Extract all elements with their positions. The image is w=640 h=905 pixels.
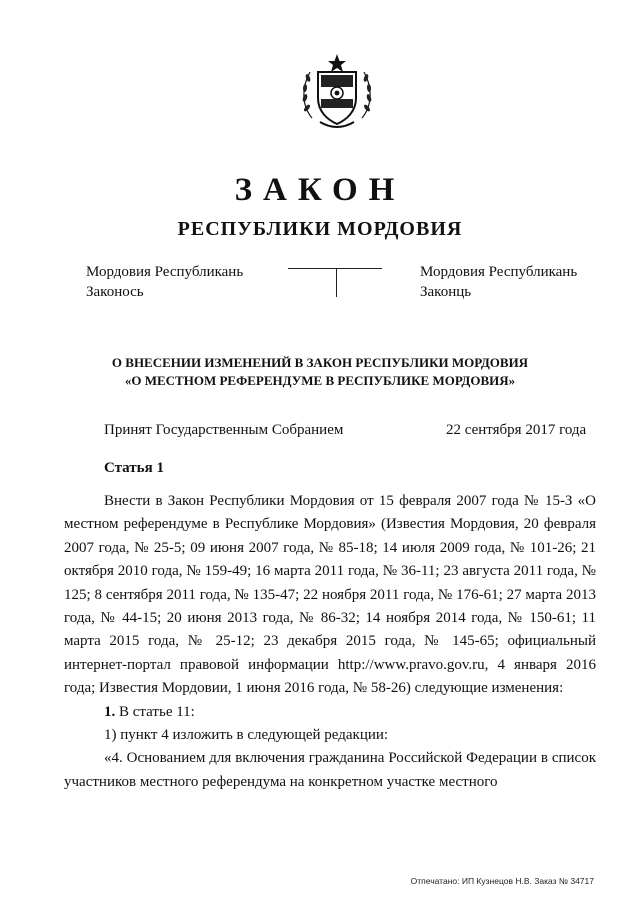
article-quote: «4. Основанием для включения гражданина Российской Федерации в список участников местного референдума на конкретном участке местного (64, 750, 596, 790)
article-paragraph-main: Внести в Закон Республики Мордовия от 15 февраля 2007 года № 15-З «О местном референдуме в Республике Мордовия» (Известия Мордовия, 20 февраля 2007 года, № 25-5; 09 июня 2007 года, № 85-18; 14 июля 2009 года, № 101-26; 21 октября 2010 года, № 159-49; 16 марта 2011 года, № 36-11; 23 августа 2011 года, № 125; 8 сентября 2011 года, № 135-47; 22 ноября 2011 года, № 176-61; 27 марта 2013 года, № 44-15; 20 июня 2013 года, № 86-32; 14 ноября 2014 года, № 150-61; 11 марта 2015 года, № 25-12; 23 декабря 2015 года, № 145-65; официальный интернет-портал правовой информации http://www.pravo.gov.ru, 4 января 2016 года; Известия Мордовии, 1 июня 2016 года, № 58-26) следующие изменения: (64, 493, 596, 697)
article-item-1 (64, 701, 596, 724)
article-item-1-text: В статье 11: (115, 703, 195, 720)
locale-left-line1: Мордовия Республикань (86, 264, 244, 280)
header-divider-vertical (336, 268, 337, 297)
adopted-label: Принят Государственным Собранием (104, 422, 344, 438)
locale-right-line1: Мордовия Республикань (420, 264, 578, 280)
law-title: ЗАКОН (234, 172, 406, 208)
article-subitem-1: 1) пункт 4 изложить в следующей редакции: (104, 727, 389, 744)
document-heading-line1: О ВНЕСЕНИИ ИЗМЕНЕНИЙ В ЗАКОН РЕСПУБЛИКИ МОРДОВИЯ (111, 355, 529, 370)
adopted-date: 22 сентября 2017 года (446, 422, 587, 438)
locale-left (86, 262, 243, 302)
locale-right (420, 262, 577, 302)
locale-right-line2: Законць (420, 284, 472, 300)
article-body (64, 490, 596, 794)
law-subtitle: РЕСПУБЛИКИ МОРДОВИЯ (177, 218, 463, 240)
article-title: Статья 1 (104, 460, 164, 476)
article-item-1-number: 1. (104, 703, 116, 720)
locale-left-line2: Законось (86, 284, 144, 300)
document-heading (0, 354, 640, 390)
coat-of-arms-emblem (298, 52, 376, 132)
print-note: Отпечатано: ИП Кузнецов Н.В. Заказ № 34717 (410, 876, 594, 886)
document-heading-line2: «О МЕСТНОМ РЕФЕРЕНДУМЕ В РЕСПУБЛИКЕ МОРДОВИЯ» (124, 373, 516, 388)
header-divider-horizontal (288, 268, 382, 269)
